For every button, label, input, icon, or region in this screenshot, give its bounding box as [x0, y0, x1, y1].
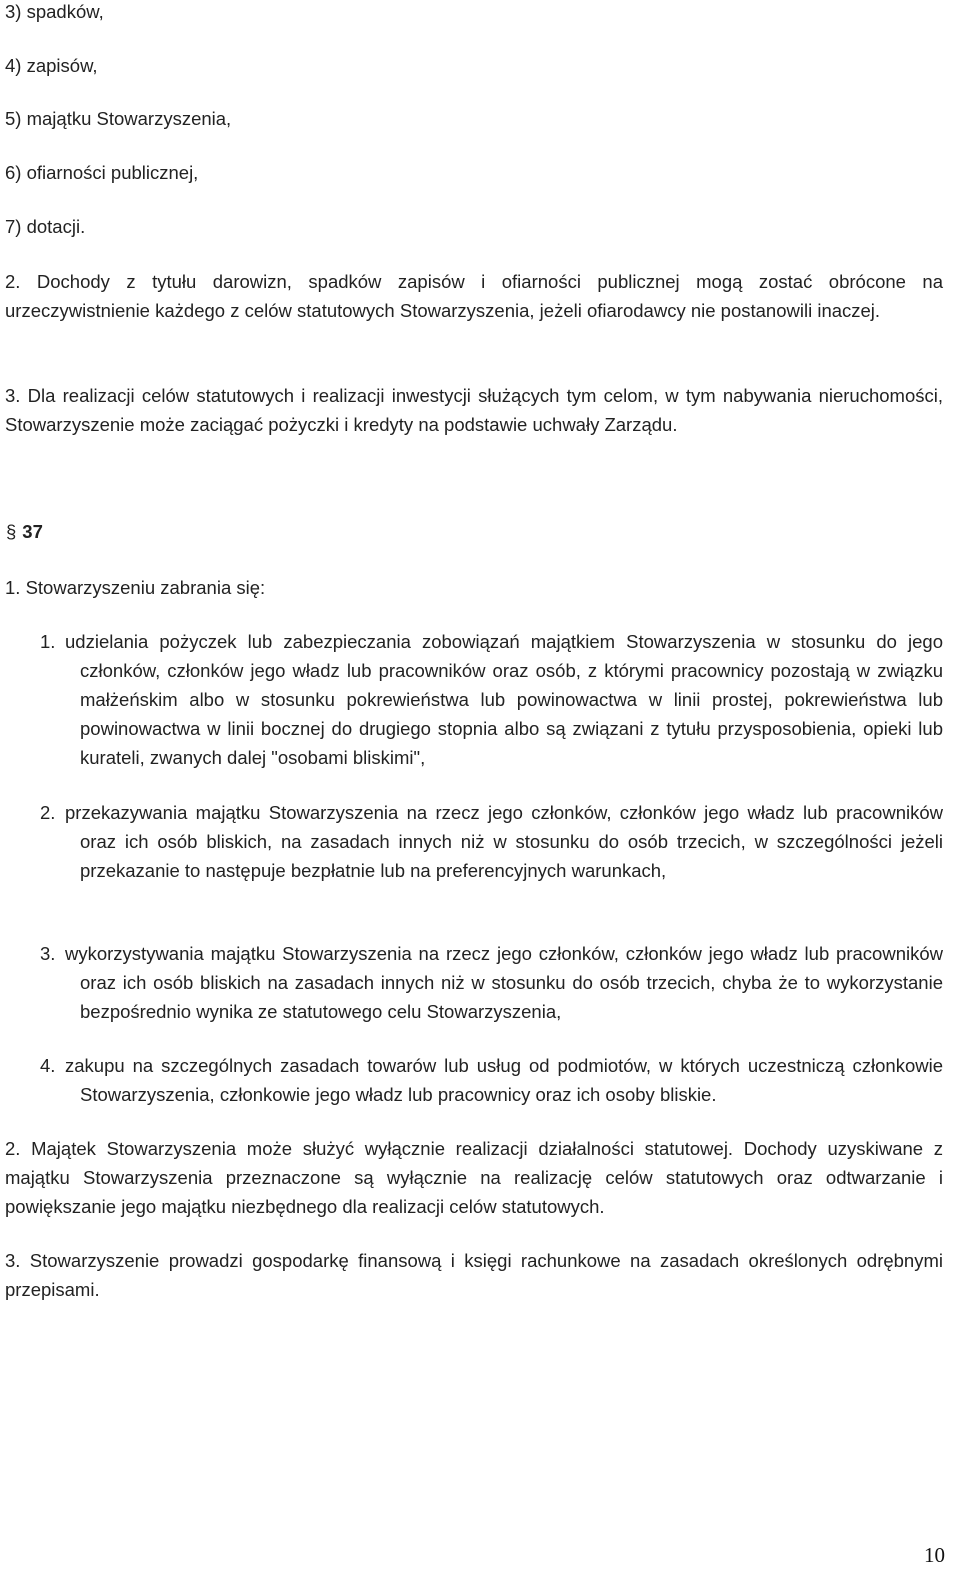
section-number: 37	[22, 521, 43, 542]
list-item-zapisow: 4) zapisów,	[5, 55, 98, 76]
prohibition-number: 3.	[40, 943, 56, 964]
prohibition-text: przekazywania majątku Stowarzyszenia na rzecz jego członków, członków jego władz lub pracowników oraz ich osób bliskich, na zasadach innych niż w stosunku do osób trzecich, w szczególności jeżeli przekazanie to następuje bezpłatnie lub na preferencyjnych warunkach,	[65, 802, 943, 881]
list-item-ofiarnosci: 6) ofiarności publicznej,	[5, 162, 199, 183]
prohibition-number: 4.	[40, 1055, 56, 1076]
page-number: 10	[924, 1543, 945, 1567]
prohibition-text: wykorzystywania majątku Stowarzyszenia na rzecz jego członków, członków jego władz lub pracowników oraz ich osób bliskich na zasadach innych niż w stosunku do osób trzecich, chyba że to wykorzystanie bezpośrednio wynika ze statutowego celu Stowarzyszenia,	[65, 943, 943, 1022]
paragraph-gospodarka: 3. Stowarzyszenie prowadzi gospodarkę finansową i księgi rachunkowe na zasadach określonych odrębnymi przepisami.	[5, 1250, 943, 1300]
paragraph-majatek: 2. Majątek Stowarzyszenia może służyć wyłącznie realizacji działalności statutowej. Dochody uzyskiwane z majątku Stowarzyszenia przeznaczone są wyłącznie na realizację celów statutowych oraz odtwarzanie i powiększanie jego majątku niezbędnego dla realizacji celów statutowych.	[5, 1138, 943, 1217]
list-item-spadkow: 3) spadków,	[5, 1, 104, 22]
paragraph-dochody: 2. Dochody z tytułu darowizn, spadków zapisów i ofiarności publicznej mogą zostać obrócone na urzeczywistnienie każdego z celów statutowych Stowarzyszenia, jeżeli ofiarodawcy nie postanowili inaczej.	[5, 271, 943, 321]
section-symbol: §	[6, 521, 17, 542]
prohibition-item	[40, 798, 943, 885]
section-heading	[6, 520, 43, 544]
list-item-majatku: 5) majątku Stowarzyszenia,	[5, 108, 232, 129]
prohibitions-intro: 1. Stowarzyszeniu zabrania się:	[5, 577, 266, 598]
list-item-dotacji: 7) dotacji.	[5, 216, 86, 237]
prohibition-text: udzielania pożyczek lub zabezpieczania zobowiązań majątkiem Stowarzyszenia w stosunku do jego członków, członków jego władz lub pracowników oraz osób, z którymi pracownicy pozostają w związku małżeńskim albo w stosunku pokrewieństwa lub powinowactwa w linii prostej, pokrewieństwa lub powinowactwa w linii bocznej do drugiego stopnia albo są związani z tytułu przysposobienia, opieki lub kurateli, zwanych dalej "osobami bliskimi",	[65, 631, 943, 768]
prohibition-text: zakupu na szczególnych zasadach towarów lub usług od podmiotów, w których uczestniczą członkowie Stowarzyszenia, członkowie jego władz lub pracownicy oraz ich osoby bliskie.	[65, 1055, 943, 1105]
prohibition-item	[40, 627, 943, 772]
prohibition-item	[40, 1051, 943, 1109]
prohibition-item	[40, 939, 943, 1026]
prohibition-number: 2.	[40, 802, 56, 823]
paragraph-realizacja: 3. Dla realizacji celów statutowych i realizacji inwestycji służących tym celom, w tym nabywania nieruchomości, Stowarzyszenie może zaciągać pożyczki i kredyty na podstawie uchwały Zarządu.	[5, 385, 943, 435]
prohibition-number: 1.	[40, 631, 56, 652]
